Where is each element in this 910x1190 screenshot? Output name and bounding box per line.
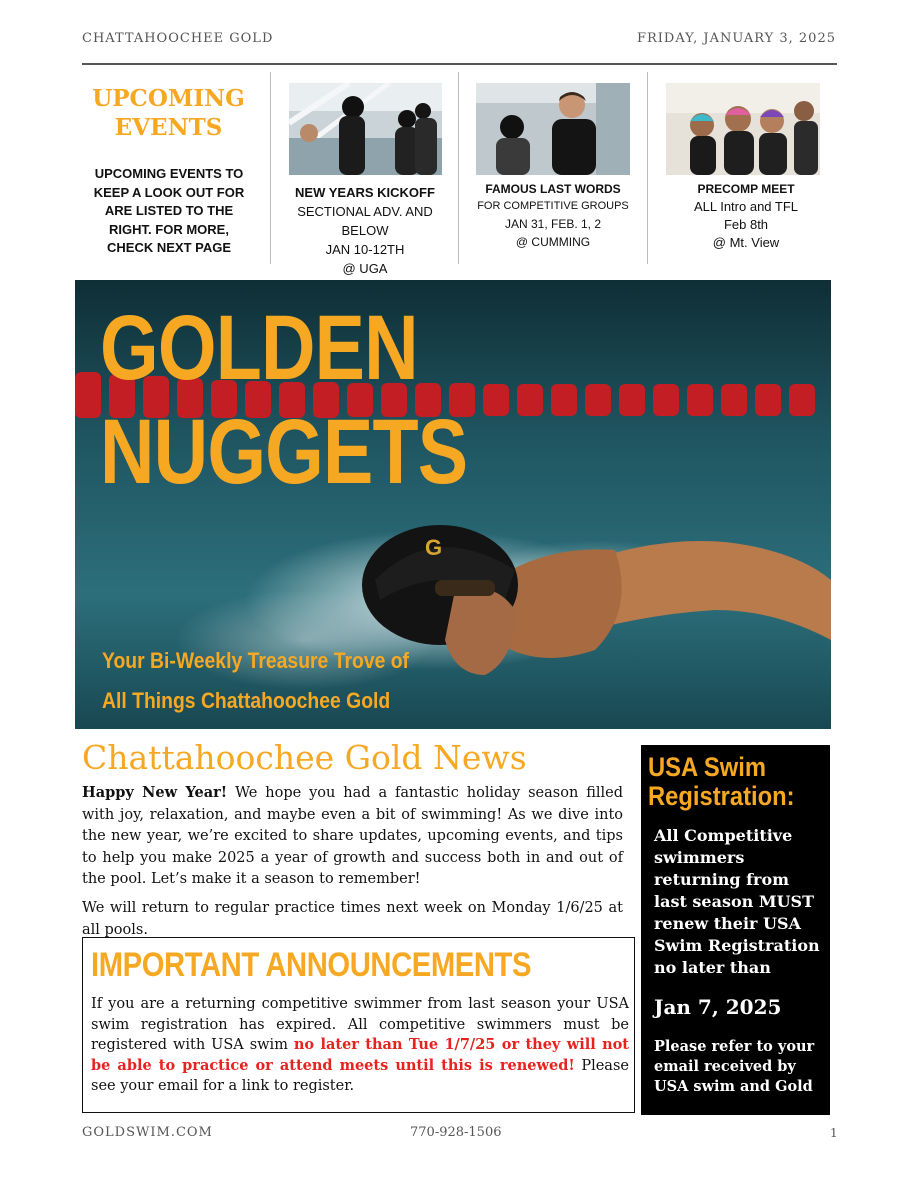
footer-website: GOLDSWIM.COM — [82, 1125, 213, 1140]
events-divider — [458, 72, 459, 264]
hero-banner — [75, 280, 831, 729]
event-location: @ Mt. View — [712, 235, 780, 250]
newsletter-tagline-line1: Your Bi-Weekly Treasure Trove of — [102, 648, 410, 673]
event-location: @ UGA — [342, 261, 388, 276]
event-eligibility: FOR COMPETITIVE GROUPS — [477, 200, 629, 212]
event-eligibility: SECTIONAL ADV. AND BELOW — [297, 204, 433, 238]
usa-swim-message: All Competitive swimmers returning from last season MUST renew their USA Swim Registration no later than — [654, 826, 820, 977]
publication-name: CHATTAHOOCHEE GOLD — [82, 31, 274, 46]
event-name: NEW YEARS KICKOFF — [295, 185, 435, 200]
announcements-text-end: Please see your email for a link to register. — [91, 1057, 629, 1094]
announcements-box — [82, 937, 635, 1113]
event-name: PRECOMP MEET — [697, 182, 795, 196]
event-location: @ CUMMING — [515, 235, 591, 249]
newsletter-title-line1: GOLDEN — [100, 297, 418, 399]
newsletter-title — [100, 296, 467, 504]
event-photo-precomp-meet — [666, 83, 820, 175]
event-card-precomp-meet — [656, 180, 836, 252]
event-name: FAMOUS LAST WORDS — [485, 182, 621, 196]
footer-phone: 770-928-1506 — [410, 1125, 502, 1140]
event-date: JAN 31, FEB. 1, 2 — [504, 217, 602, 231]
usa-swim-registration-box — [641, 745, 830, 1115]
event-date: Feb 8th — [723, 217, 769, 232]
upcoming-events-intro: UPCOMING EVENTS TO KEEP A LOOK OUT FOR ARE LISTED TO THE RIGHT. FOR MORE, CHECK NEXT PAGE — [93, 166, 245, 255]
event-card-new-years-kickoff — [280, 184, 450, 278]
upcoming-events-title: UPCOMING EVENTS — [92, 85, 245, 141]
news-paragraph-intro — [82, 782, 623, 891]
event-photo-new-years-kickoff — [289, 83, 442, 175]
event-eligibility: ALL Intro and TFL — [693, 199, 799, 214]
news-intro-text: We hope you had a fantastic holiday season filled with joy, relaxation, and maybe even a bit of swimming! As we dive into the new year, we’re excited to share updates, upcoming events, and tips to help you make 2025 a year of growth and success both in and out of the pool. Let’s make it a season to remember! — [82, 785, 623, 887]
event-date: JAN 10-12TH — [325, 242, 405, 257]
page-number: 1 — [830, 1126, 838, 1140]
issue-date: FRIDAY, JANUARY 3, 2025 — [636, 31, 836, 46]
events-divider — [270, 72, 271, 264]
usa-swim-note: Please refer to your email received by USA swim and Gold — [654, 1038, 815, 1095]
announcements-deadline-warning: no later than Tue 1/7/25 or they will not be able to practice or attend meets until this is renewed! — [91, 1036, 630, 1074]
news-heading: Chattahoochee Gold News — [82, 738, 527, 777]
header-divider — [82, 63, 837, 65]
newsletter-tagline-line2: All Things Chattahoochee Gold — [102, 688, 391, 713]
event-card-famous-last-words — [467, 180, 639, 251]
event-photo-famous-last-words — [476, 83, 630, 175]
announcements-body — [91, 994, 629, 1097]
usa-swim-deadline: Jan 7, 2025 — [654, 995, 782, 1019]
newsletter-title-line2: NUGGETS — [100, 401, 468, 503]
usa-swim-heading: USA Swim Registration: — [648, 752, 795, 811]
announcements-text: If you are a returning competitive swimmer from last season your USA swim registration has expired. All competitive swimmers must be registered with USA swim — [91, 996, 629, 1053]
news-paragraph-practice: We will return to regular practice times next week on Monday 1/6/25 at all pools. — [82, 900, 623, 938]
news-greeting: Happy New Year! — [82, 784, 228, 801]
svg-text:G: G — [425, 535, 443, 560]
announcements-heading: IMPORTANT ANNOUNCEMENTS — [91, 946, 532, 984]
events-divider — [647, 72, 648, 264]
